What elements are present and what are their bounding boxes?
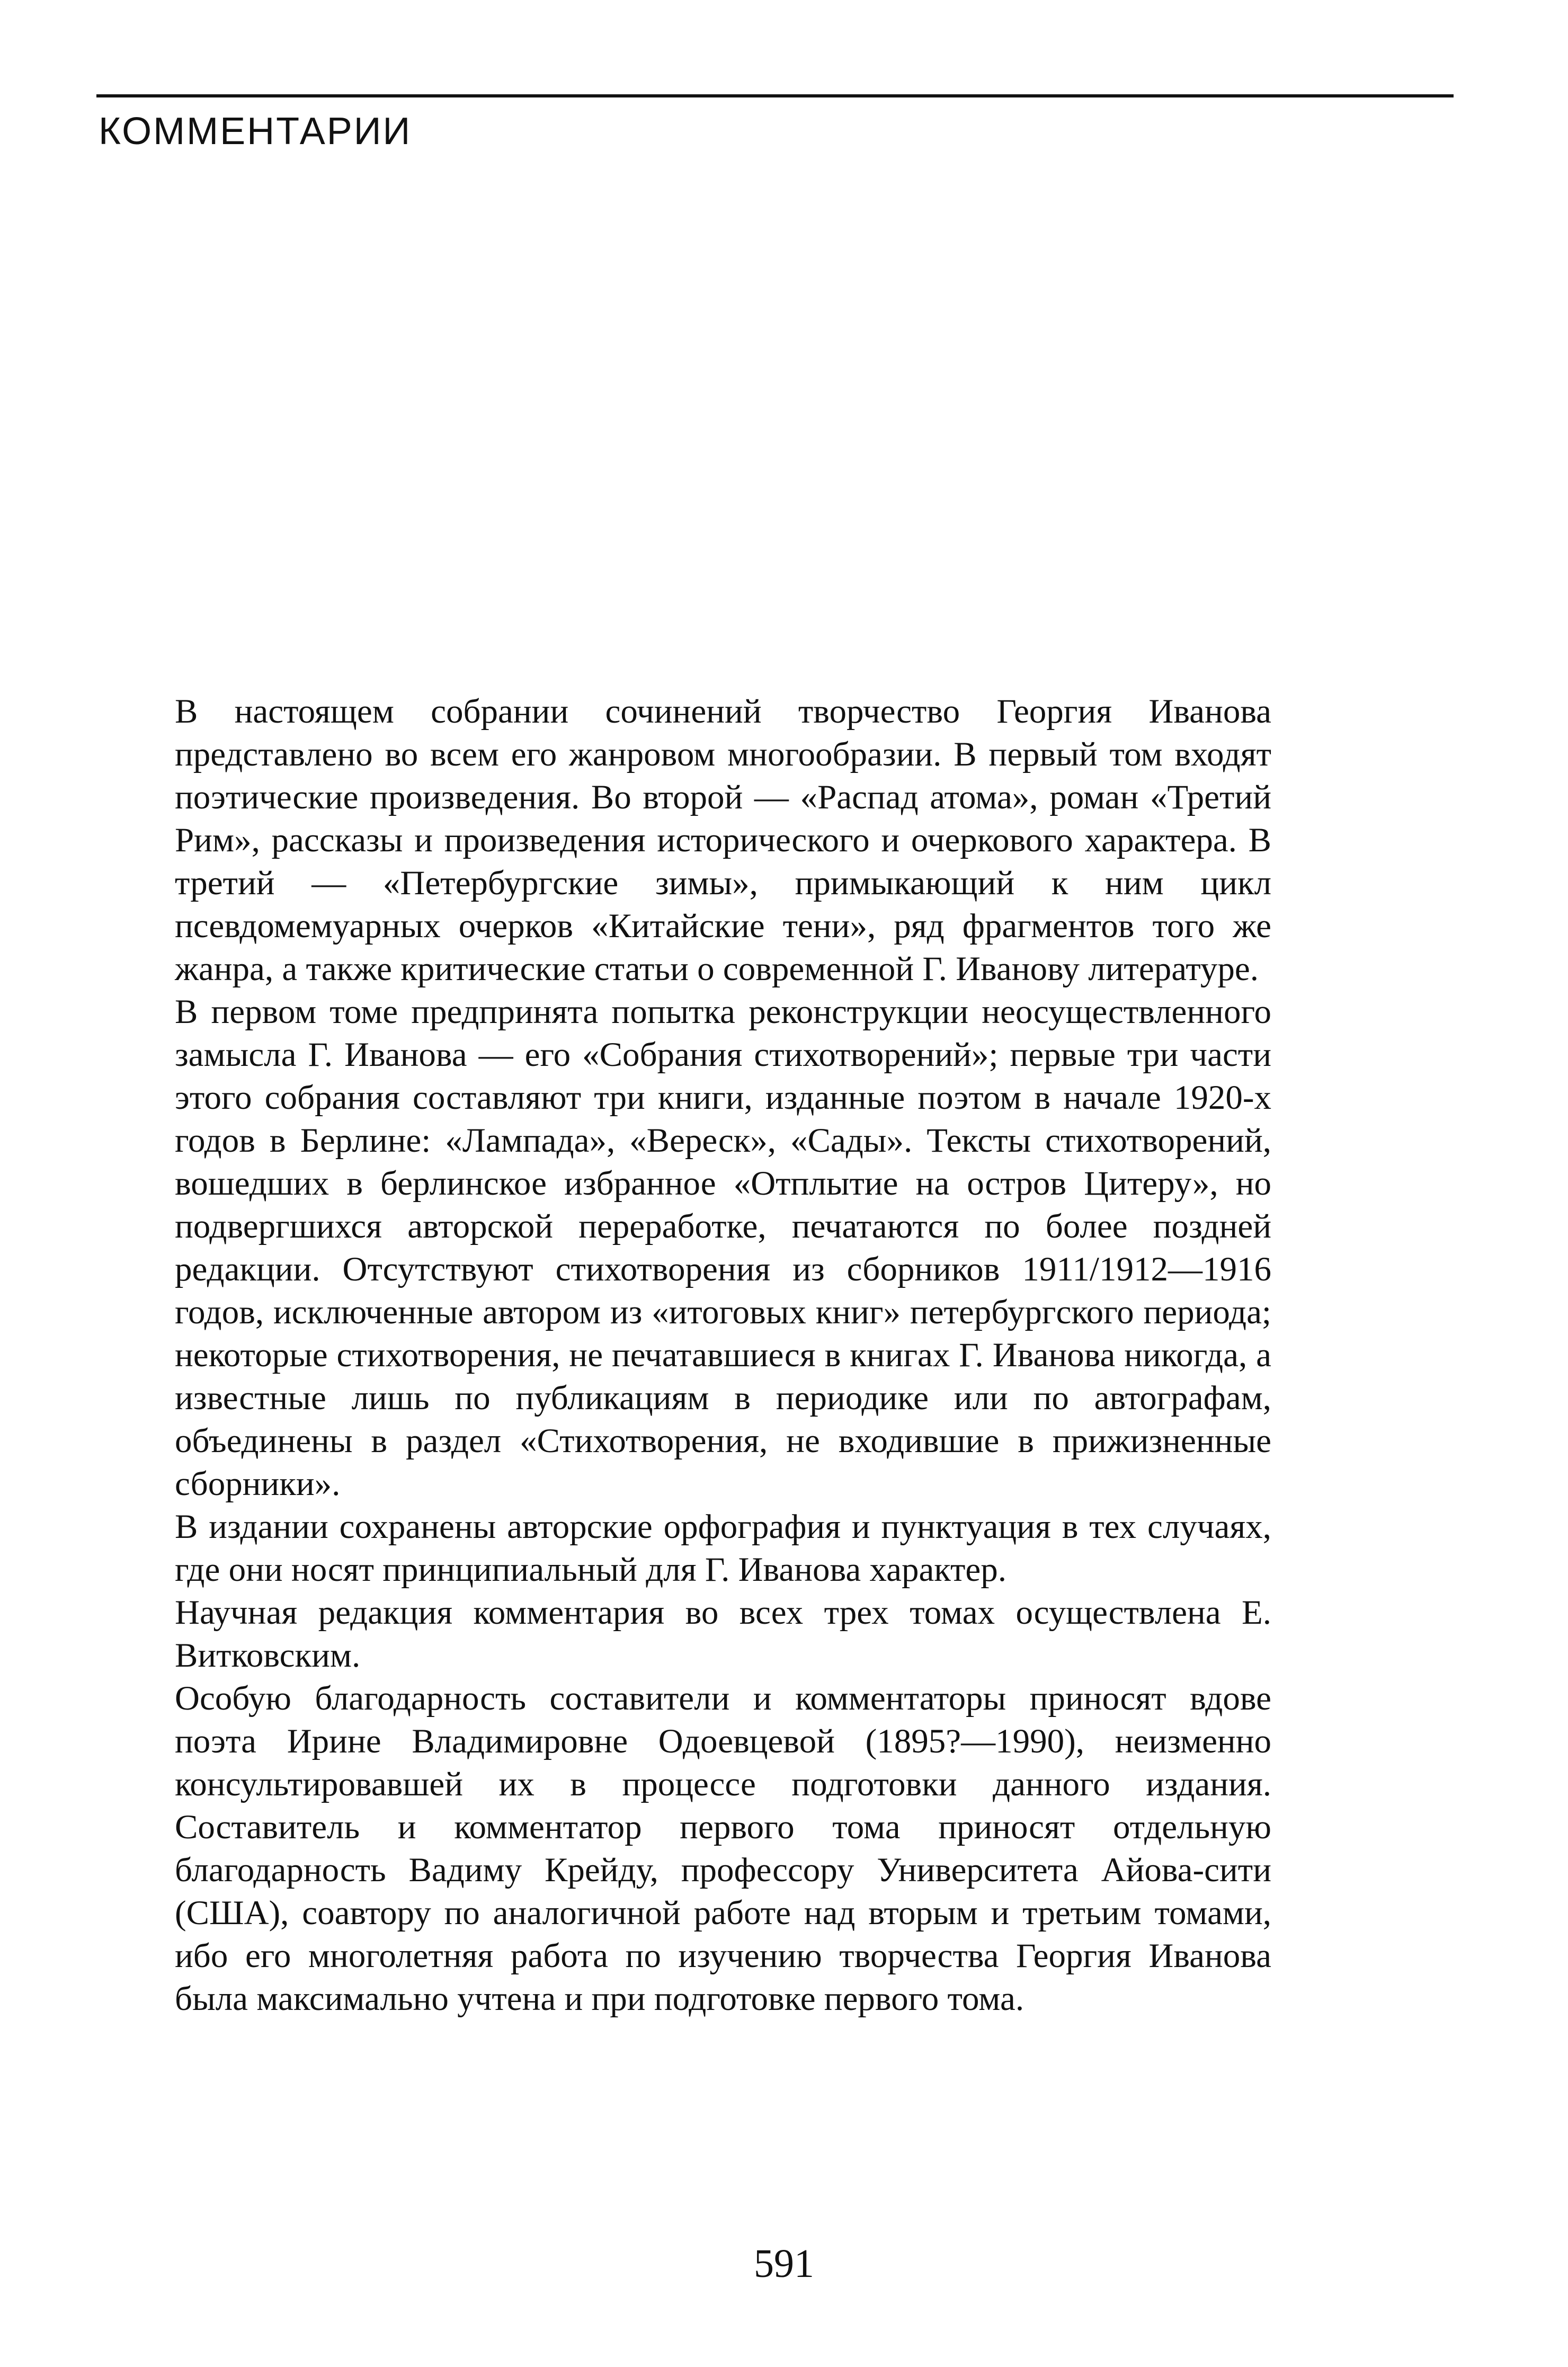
header-rule [96,94,1454,97]
paragraph-scientific-editing: Научная редакция комментария во всех трех томах осуществлена Е. Витковским. [175,1594,1271,1675]
page-number: 591 [754,2241,814,2286]
paragraph-orthography: В издании сохранены авторские орфография и пунктуация в тех случаях, где они носят принципиальный для Г. Иванова характер. [175,1508,1271,1589]
paragraph-acknowledgements: Особую благодарность составители и комментаторы приносят вдове поэта Ирине Владимировне Одоевцевой (1895?—1990), неизменно консультировавшей их в процессе подготовки данного издания. Составитель и комментатор первого тома приносят отдельную благодарность Вадиму Крейду, профессору Университета Айова-сити (США), соавтору по аналогичной работе над вторым и третьим томами, ибо его многолетняя работа по изучению творчества Георгия Иванова была максимально учтена и при подготовке первого тома. [175,1679,1271,2018]
paragraph-collection-overview: В настоящем собрании сочинений творчество Георгия Иванова представлено во всем его жанровом многообразии. В первый том входят поэтические произведения. Во второй — «Распад атома», роман «Третий Рим», рассказы и произведения исторического и очеркового характера. В третий — «Петербургские зимы», примыкающий к ним цикл псевдомемуарных очерков «Китайские тени», ряд фрагментов того же жанра, а также критические статьи о современной Г. Иванову литературе. [175,692,1271,988]
section-heading: КОММЕНТАРИИ [99,110,412,153]
commentary-body [175,690,1271,2021]
paragraph-first-volume: В первом томе предпринята попытка реконструкции неосуществленного замысла Г. Иванова — его «Собрания стихотворений»; первые три части этого собрания составляют три книги, изданные поэтом в начале 1920-х годов в Берлине: «Лампада», «Вереск», «Сады». Тексты стихотворений, вошедших в берлинское избранное «Отплытие на остров Цитеру», но подвергшихся авторской переработке, печатаются по более поздней редакции. Отсутствуют стихотворения из сборников 1911/1912—1916 годов, исключенные автором из «итоговых книг» петербургского периода; некоторые стихотворения, не печатавшиеся в книгах Г. Иванова никогда, а известные лишь по публикациям в периодике или по автографам, объединены в раздел «Стихотворения, не входившие в прижизненные сборники». [175,993,1271,1503]
